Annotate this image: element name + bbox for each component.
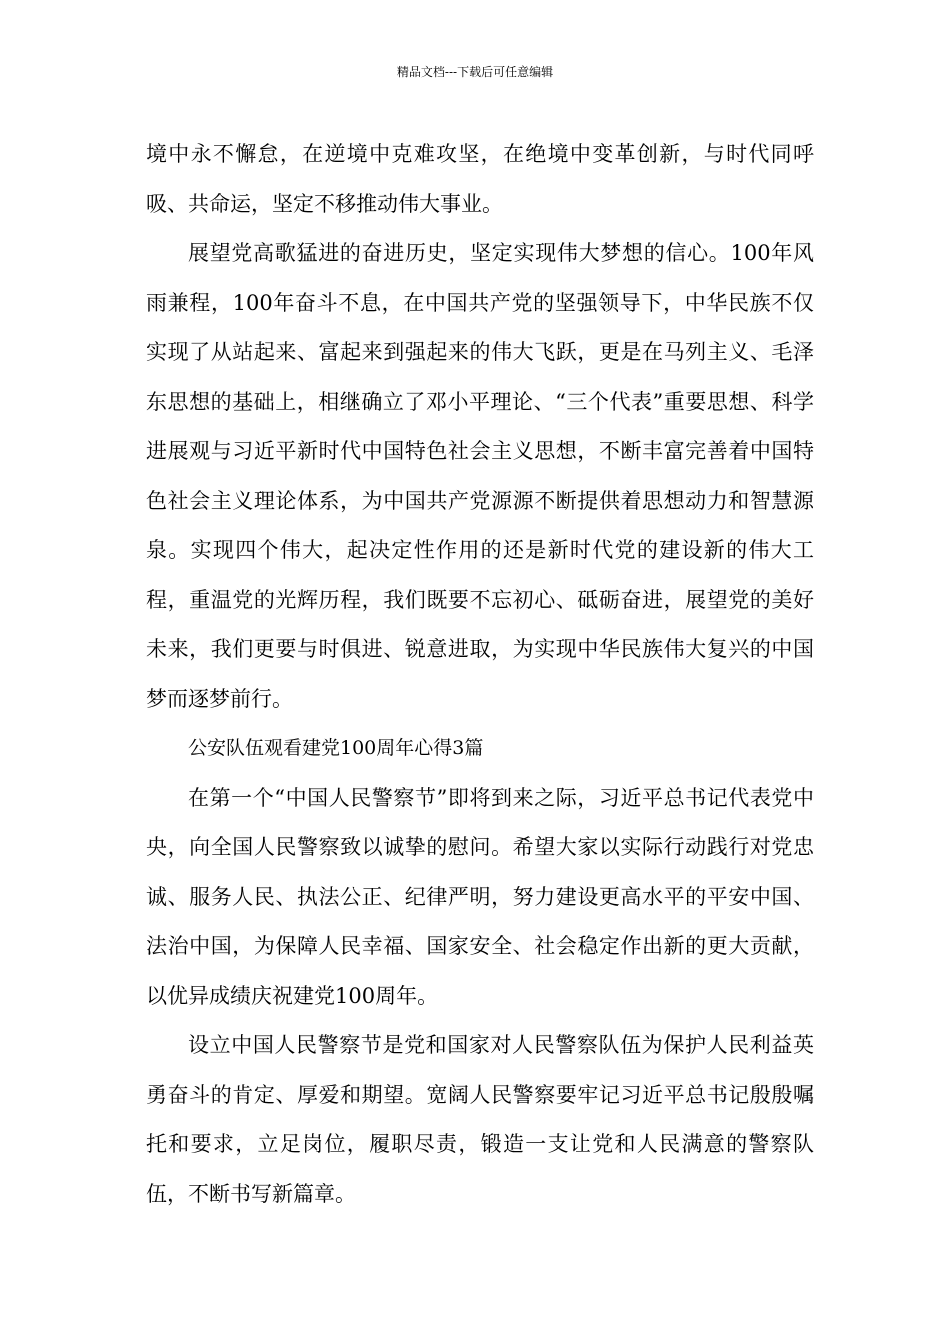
page-header: 精品文档---下载后可任意编辑 — [396, 65, 554, 79]
paragraph: 设立中国人民警察节是党和国家对人民警察队伍为保护人民利益英勇奋斗的肯定、厚爱和期望。宽阔人民警察要牢记习近平总书记殷殷嘱托和要求，立足岗位，履职尽责，锻造一支让党和人民满意的警察队伍，不断书写新篇章。 — [146, 1033, 814, 1206]
document-body — [146, 130, 814, 1219]
paragraph: 在第一个“中国人民警察节”即将到来之际，习近平总书记代表党中央，向全国人民警察致以诚挚的慰问。希望大家以实际行动践行对党忠诚、服务人民、执法公正、纪律严明，努力建设更高水平的平安中国、法治中国，为保障人民幸福、国家安全、社会稳定作出新的更大贡献，以优异成绩庆祝建党100周年。 — [146, 785, 814, 1008]
paragraph: 展望党高歌猛进的奋进历史，坚定实现伟大梦想的信心。100年风雨兼程，100年奋斗不息，在中国共产党的坚强领导下，中华民族不仅实现了从站起来、富起来到强起来的伟大飞跃，更是在马列主义、毛泽东思想的基础上，相继确立了邓小平理论、“三个代表”重要思想、科学进展观与习近平新时代中国特色社会主义思想，不断丰富完善着中国特色社会主义理论体系，为中国共产党源源不断提供着思想动力和智慧源泉。实现四个伟大，起决定性作用的还是新时代党的建设新的伟大工程，重温党的光辉历程，我们既要不忘初心、砥砺奋进，展望党的美好未来，我们更要与时俱进、锐意进取，为实现中华民族伟大复兴的中国梦而逐梦前行。 — [146, 241, 814, 711]
section-heading: 公安队伍观看建党100周年心得3篇 — [188, 737, 484, 759]
paragraph-continuation: 境中永不懈怠，在逆境中克难攻坚，在绝境中变革创新，与时代同呼吸、共命运，坚定不移推动伟大事业。 — [146, 142, 814, 216]
